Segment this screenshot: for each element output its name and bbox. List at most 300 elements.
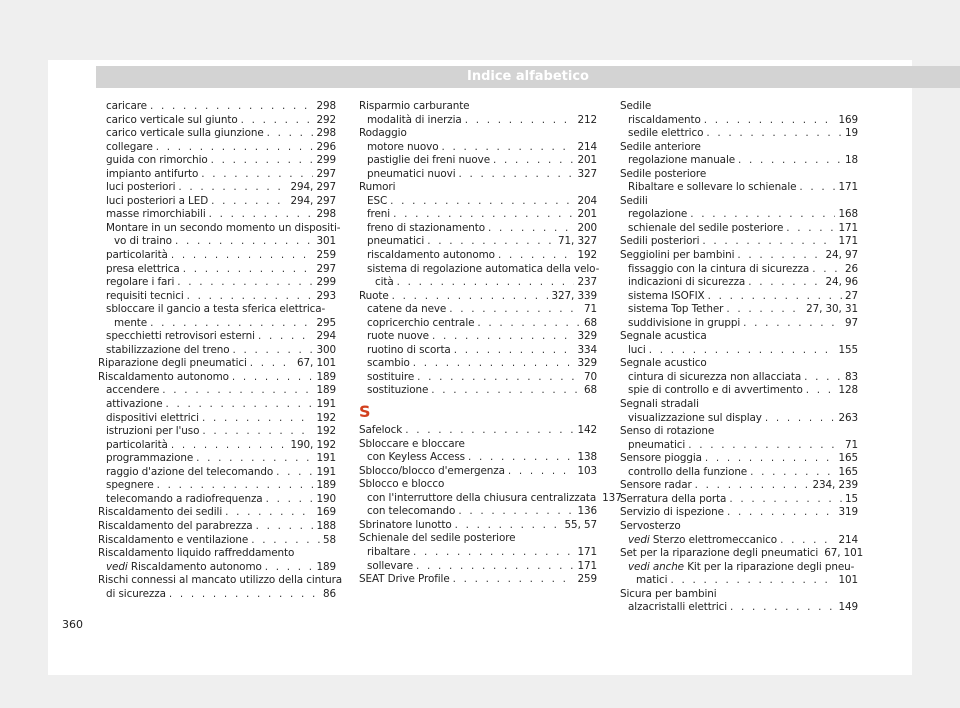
index-entry — [620, 303, 858, 317]
leader-dots — [397, 276, 575, 290]
index-entry-pages: 171 — [577, 545, 597, 558]
index-entry-term: Riparazione degli pneumatici — [98, 357, 247, 370]
leader-dots — [201, 168, 313, 182]
leader-dots — [196, 452, 313, 466]
leader-dots — [171, 439, 288, 453]
index-entry-term: ruotino di scorta — [367, 343, 451, 356]
index-entry-pages: 192 — [316, 411, 336, 424]
index-entry-term: con Keyless Access — [367, 451, 465, 464]
index-entry-term: Sbloccare e bloccare — [359, 437, 465, 450]
leader-dots — [465, 114, 575, 128]
index-entry-term: impianto antifurto — [106, 167, 199, 180]
index-entry-term: controllo della funzione — [628, 465, 748, 478]
index-entry-pages: 165 — [838, 465, 858, 478]
index-entry-pages: 190, 192 — [290, 438, 336, 451]
index-entry-term: Montare in un secondo momento un dispositi- — [106, 221, 341, 234]
index-entry — [620, 154, 858, 168]
leader-dots — [225, 506, 313, 520]
index-entry-term — [628, 534, 777, 548]
index-entry — [620, 452, 858, 466]
index-entry — [359, 114, 597, 128]
leader-dots — [413, 357, 575, 371]
index-column-1 — [98, 100, 343, 601]
index-entry-term: istruzioni per l'uso — [106, 425, 200, 438]
index-entry-pages: 137 — [602, 491, 622, 504]
index-entry-pages: 83 — [844, 370, 858, 383]
index-entry — [620, 601, 858, 615]
index-entry-term: Riscaldamento dei sedili — [98, 506, 223, 519]
index-entry — [359, 519, 597, 533]
index-entry-term: modalità di inerzia — [367, 113, 462, 126]
index-entry — [620, 276, 858, 290]
index-entry — [620, 330, 858, 344]
index-entry — [98, 371, 336, 385]
index-entry-term: Sbrinatore lunotto — [359, 518, 452, 531]
index-entry — [359, 438, 597, 452]
index-entry-term: ribaltare — [367, 545, 410, 558]
index-entry-term: specchietti retrovisori esterni — [106, 330, 255, 343]
index-entry-term: sistema Top Tether — [628, 303, 724, 316]
index-entry-pages: 298 — [316, 208, 336, 221]
index-entry — [359, 330, 597, 344]
index-entry — [620, 534, 858, 548]
index-entry-term: programmazione — [106, 452, 194, 465]
index-entry-term: Sedile — [620, 100, 652, 112]
index-entry-pages: 149 — [838, 601, 858, 614]
leader-dots — [706, 127, 842, 141]
index-entry-pages: 212 — [577, 113, 597, 126]
index-entry-term: con l'interruttore della chiusura centralizzata — [367, 491, 597, 504]
leader-dots — [150, 317, 313, 331]
index-entry — [98, 425, 336, 439]
leader-dots — [250, 357, 294, 371]
index-entry — [98, 114, 336, 128]
index-entry — [359, 127, 597, 141]
index-entry-pages: 298 — [316, 100, 336, 112]
leader-dots — [477, 317, 581, 331]
index-entry — [620, 588, 858, 602]
index-entry-pages: 334 — [577, 343, 597, 356]
index-entry — [98, 561, 336, 575]
index-entry-term: riscaldamento autonomo — [367, 249, 495, 262]
index-entry-pages: 329 — [577, 357, 597, 370]
leader-dots — [405, 424, 574, 438]
page-number: 360 — [62, 618, 83, 631]
index-entry-pages: 142 — [577, 424, 597, 437]
index-entry-term: Segnale acustica — [620, 330, 707, 343]
index-entry — [98, 195, 336, 209]
index-entry — [620, 290, 858, 304]
index-entry — [620, 235, 858, 249]
index-entry-term: catene da neve — [367, 303, 447, 316]
leader-dots — [162, 384, 313, 398]
index-entry — [359, 317, 597, 331]
leader-dots — [416, 560, 574, 574]
index-entry-pages: 97 — [844, 316, 858, 329]
index-entry-term: Seggiolini per bambini — [620, 249, 735, 262]
index-entry-term — [106, 561, 262, 575]
see-reference-label: vedi anche — [628, 560, 688, 573]
index-entry-term: Servizio di ispezione — [620, 506, 724, 519]
index-entry-pages: 128 — [838, 384, 858, 397]
index-entry-term: Sedile anteriore — [620, 140, 701, 153]
index-entry — [620, 114, 858, 128]
index-entry-pages: 68 — [583, 316, 597, 329]
leader-dots — [392, 290, 549, 304]
index-entry-term: Serratura della porta — [620, 492, 727, 505]
index-entry — [98, 276, 336, 290]
index-entry — [359, 208, 597, 222]
index-entry-pages: 191 — [316, 465, 336, 478]
leader-dots — [670, 574, 835, 588]
index-entry-term: Sensore radar — [620, 479, 692, 492]
index-entry-pages: 294 — [316, 330, 336, 343]
index-entry-pages: 171 — [838, 235, 858, 248]
index-entry-pages: 234, 239 — [812, 479, 858, 492]
index-entry-pages: 293 — [316, 289, 336, 302]
index-entry-pages: 192 — [316, 425, 336, 438]
index-entry-pages: 298 — [316, 127, 336, 140]
index-entry-term: Segnale acustico — [620, 357, 707, 370]
index-entry-term: Set per la riparazione degli pneumatici — [620, 547, 819, 560]
leader-dots — [786, 222, 835, 236]
leader-dots — [649, 344, 836, 358]
index-entry-pages: 192 — [577, 249, 597, 262]
index-entry-term: regolazione — [628, 208, 688, 221]
index-entry-pages: 103 — [577, 464, 597, 477]
index-entry-term: requisiti tecnici — [106, 289, 184, 302]
index-entry-pages: 24, 96 — [825, 276, 858, 289]
index-entry — [98, 479, 336, 493]
index-entry-pages: 191 — [316, 452, 336, 465]
index-entry-term: spegnere — [106, 479, 154, 492]
index-entry — [98, 412, 336, 426]
index-entry-pages: 259 — [577, 573, 597, 586]
leader-dots — [241, 114, 314, 128]
index-entry-pages: 190 — [316, 492, 336, 505]
index-column-2 — [359, 100, 622, 587]
leader-dots — [178, 181, 287, 195]
leader-dots — [267, 127, 314, 141]
index-entry-pages: 191 — [316, 398, 336, 411]
index-entry-pages: 204 — [577, 194, 597, 207]
index-entry — [359, 371, 597, 385]
leader-dots — [202, 412, 314, 426]
index-entry-term: Sedili — [620, 194, 648, 207]
index-entry — [359, 276, 597, 290]
index-entry-term: con telecomando — [367, 505, 456, 518]
leader-dots — [266, 493, 314, 507]
index-entry — [98, 384, 336, 398]
index-entry — [620, 493, 858, 507]
index-entry-pages: 296 — [316, 140, 336, 153]
index-entry — [98, 235, 336, 249]
leader-dots — [432, 330, 574, 344]
index-entry — [620, 208, 858, 222]
index-entry-term: accendere — [106, 384, 160, 397]
index-entry — [620, 344, 858, 358]
index-entry-pages: 200 — [577, 221, 597, 234]
leader-dots — [453, 573, 575, 587]
index-entry-pages: 301 — [316, 235, 336, 248]
index-entry-term: carico verticale sul giunto — [106, 113, 238, 126]
index-entry — [620, 168, 858, 182]
leader-dots — [708, 290, 842, 304]
index-entry-term: Rischi connessi al mancato utilizzo della cintura — [98, 574, 343, 587]
leader-dots — [233, 344, 314, 358]
index-entry-pages: 299 — [316, 154, 336, 167]
index-entry-term: spie di controllo e di avvertimento — [628, 384, 803, 397]
index-entry — [359, 451, 597, 465]
leader-dots — [458, 168, 574, 182]
index-entry-pages: 86 — [322, 587, 336, 600]
leader-dots — [730, 601, 835, 615]
index-entry-pages: 189 — [316, 370, 336, 383]
index-entry-pages: 70 — [583, 370, 597, 383]
leader-dots — [427, 235, 555, 249]
index-entry — [359, 262, 600, 277]
index-entry — [359, 560, 597, 574]
leader-dots — [488, 222, 574, 236]
index-entry-pages: 18 — [844, 154, 858, 167]
index-entry-term: freni — [367, 208, 391, 221]
index-entry — [620, 561, 858, 575]
index-entry-pages: 294, 297 — [290, 194, 336, 207]
index-entry-pages: 169 — [838, 113, 858, 126]
index-entry — [359, 478, 597, 492]
leader-dots — [690, 208, 835, 222]
index-entry-term: scambio — [367, 357, 410, 370]
index-entry-term: sollevare — [367, 559, 413, 572]
index-entry-pages: 327, 339 — [551, 289, 597, 302]
index-entry-pages: 101 — [838, 574, 858, 587]
leader-dots — [157, 479, 314, 493]
index-entry — [98, 344, 336, 358]
index-entry-term: Rumori — [359, 181, 396, 194]
index-entry — [98, 317, 336, 331]
index-entry — [620, 100, 858, 114]
index-entry-pages: 263 — [838, 411, 858, 424]
index-entry — [620, 384, 858, 398]
index-entry-pages: 319 — [838, 506, 858, 519]
index-entry-pages: 67, 101 — [824, 547, 864, 560]
leader-dots — [431, 384, 581, 398]
see-reference-label: vedi — [106, 560, 131, 573]
index-entry — [98, 574, 343, 588]
leader-dots — [750, 466, 835, 480]
index-entry-pages: 292 — [316, 113, 336, 126]
index-entry-pages: 136 — [577, 505, 597, 518]
page-title: Indice alfabetico — [467, 69, 589, 84]
index-entry — [98, 141, 336, 155]
index-entry-term: Sedili posteriori — [620, 235, 700, 248]
index-entry — [98, 534, 336, 548]
index-entry — [620, 466, 858, 480]
leader-dots — [390, 195, 574, 209]
index-entry-pages: 214 — [577, 140, 597, 153]
index-entry-pages: 214 — [838, 533, 858, 546]
leader-dots — [169, 588, 320, 602]
index-entry — [98, 263, 336, 277]
index-entry-pages: 297 — [316, 262, 336, 275]
index-entry — [620, 357, 858, 371]
index-entry — [620, 222, 858, 236]
index-entry — [359, 357, 597, 371]
index-entry-term: Riscaldamento e ventilazione — [98, 533, 249, 546]
leader-dots — [799, 181, 835, 195]
index-entry — [620, 141, 858, 155]
index-entry-pages: 188 — [316, 519, 336, 532]
index-entry-term: Safelock — [359, 424, 403, 437]
index-entry-term: indicazioni di sicurezza — [628, 276, 746, 289]
index-entry-pages: 71 — [844, 438, 858, 451]
index-entry — [620, 520, 858, 534]
leader-dots — [150, 100, 313, 114]
index-entry-term: Sblocco e blocco — [359, 478, 445, 491]
index-entry-pages: 169 — [316, 506, 336, 519]
index-entry-pages: 329 — [577, 330, 597, 343]
index-entry-term: freno di stazionamento — [367, 221, 485, 234]
index-entry — [620, 398, 858, 412]
index-entry-term: guida con rimorchio — [106, 154, 208, 167]
index-entry-term: Schienale del sedile posteriore — [359, 532, 516, 545]
index-entry-term: copricerchio centrale — [367, 316, 475, 329]
leader-dots — [458, 505, 574, 519]
index-entry-term: masse rimorchiabili — [106, 208, 206, 221]
index-entry-pages: 201 — [577, 154, 597, 167]
index-entry-term: Servosterzo — [620, 519, 681, 532]
leader-dots — [737, 249, 822, 263]
index-entry — [98, 547, 336, 561]
leader-dots — [276, 466, 313, 480]
leader-dots — [498, 249, 575, 263]
leader-dots — [171, 249, 314, 263]
leader-dots — [743, 317, 842, 331]
leader-dots — [232, 371, 314, 385]
index-entry-term — [628, 561, 854, 575]
index-entry-term: raggio d'azione del telecomando — [106, 465, 274, 478]
index-entry-pages: 171 — [577, 559, 597, 572]
leader-dots — [468, 451, 574, 465]
index-entry-term: schienale del sedile posteriore — [628, 221, 784, 234]
index-entry — [620, 195, 858, 209]
index-entry-pages: 295 — [316, 316, 336, 329]
leader-dots — [695, 479, 810, 493]
index-entry-pages: 26 — [844, 262, 858, 275]
index-entry — [359, 290, 597, 304]
index-entry — [359, 195, 597, 209]
leader-dots — [727, 506, 836, 520]
index-entry — [98, 588, 336, 602]
leader-dots — [765, 412, 836, 426]
index-entry-term: luci — [628, 343, 646, 356]
index-entry-term: particolarità — [106, 438, 168, 451]
index-entry-term: Risparmio carburante — [359, 100, 470, 112]
leader-dots — [454, 344, 575, 358]
index-entry-pages: 201 — [577, 208, 597, 221]
index-entry — [98, 330, 336, 344]
leader-dots — [780, 534, 835, 548]
index-entry-term: dispositivi elettrici — [106, 411, 199, 424]
index-entry — [359, 384, 597, 398]
leader-dots — [211, 195, 287, 209]
index-entry-term: collegare — [106, 140, 153, 153]
index-entry-term: vo di traino — [114, 235, 172, 248]
index-column-3 — [620, 100, 864, 615]
index-entry-term: caricare — [106, 100, 147, 112]
index-entry-term: Ribaltare e sollevare lo schienale — [628, 181, 797, 194]
index-entry-pages: 27 — [844, 289, 858, 302]
leader-dots — [187, 290, 314, 304]
index-entry — [620, 479, 858, 493]
index-entry — [359, 303, 597, 317]
index-entry-term: cintura di sicurezza non allacciata — [628, 370, 802, 383]
leader-dots — [455, 519, 562, 533]
index-entry — [359, 168, 597, 182]
index-entry-term: sistema di regolazione automatica della velo- — [367, 262, 600, 275]
leader-dots — [202, 425, 313, 439]
index-entry — [359, 505, 597, 519]
index-entry-term: sbloccare il gancio a testa sferica elettrica- — [106, 303, 326, 316]
leader-dots — [806, 384, 836, 398]
index-entry-term: Riscaldamento autonomo — [98, 370, 229, 383]
leader-dots — [738, 154, 842, 168]
index-entry-term: pneumatici nuovi — [367, 167, 456, 180]
index-entry — [620, 127, 858, 141]
index-entry-term: telecomando a radiofrequenza — [106, 492, 263, 505]
index-entry — [98, 249, 336, 263]
leader-dots — [256, 520, 314, 534]
index-entry-term: motore nuovo — [367, 140, 439, 153]
index-entry-term: Riscaldamento liquido raffreddamento — [98, 547, 295, 560]
index-entry — [98, 452, 336, 466]
leader-dots — [175, 235, 314, 249]
index-entry — [620, 547, 864, 561]
index-entry-term: Sensore pioggia — [620, 452, 702, 465]
index-entry-term: attivazione — [106, 398, 163, 411]
leader-dots — [748, 276, 822, 290]
index-entry-term: particolarità — [106, 249, 168, 262]
index-entry-term: Sblocco/blocco d'emergenza — [359, 464, 505, 477]
index-entry-pages: 237 — [577, 276, 597, 289]
index-entry — [620, 317, 858, 331]
index-entry-text: Sterzo elettromeccanico — [652, 533, 778, 546]
index-entry-term: alzacristalli elettrici — [628, 601, 728, 614]
index-entry-pages: 68 — [583, 384, 597, 397]
leader-dots — [493, 154, 574, 168]
index-entry-pages: 300 — [316, 343, 336, 356]
index-entry-term: presa elettrica — [106, 262, 180, 275]
index-entry-term: riscaldamento — [628, 113, 701, 126]
index-entry-term: Sicura per bambini — [620, 587, 717, 600]
index-entry-term: pneumatici — [628, 438, 686, 451]
index-entry-pages: 299 — [316, 276, 336, 289]
index-entry-pages: 189 — [316, 384, 336, 397]
index-entry — [98, 520, 336, 534]
see-reference-label: vedi — [628, 533, 653, 546]
leader-dots — [688, 439, 842, 453]
leader-dots — [251, 534, 320, 548]
leader-dots — [812, 263, 842, 277]
index-entry-term: Sedile posteriore — [620, 167, 707, 180]
index-entry — [98, 398, 336, 412]
index-entry-pages: 71 — [583, 303, 597, 316]
leader-dots — [508, 465, 575, 479]
index-entry — [620, 181, 858, 195]
index-entry — [359, 465, 597, 479]
leader-dots — [413, 546, 574, 560]
index-entry-pages: 55, 57 — [564, 518, 597, 531]
